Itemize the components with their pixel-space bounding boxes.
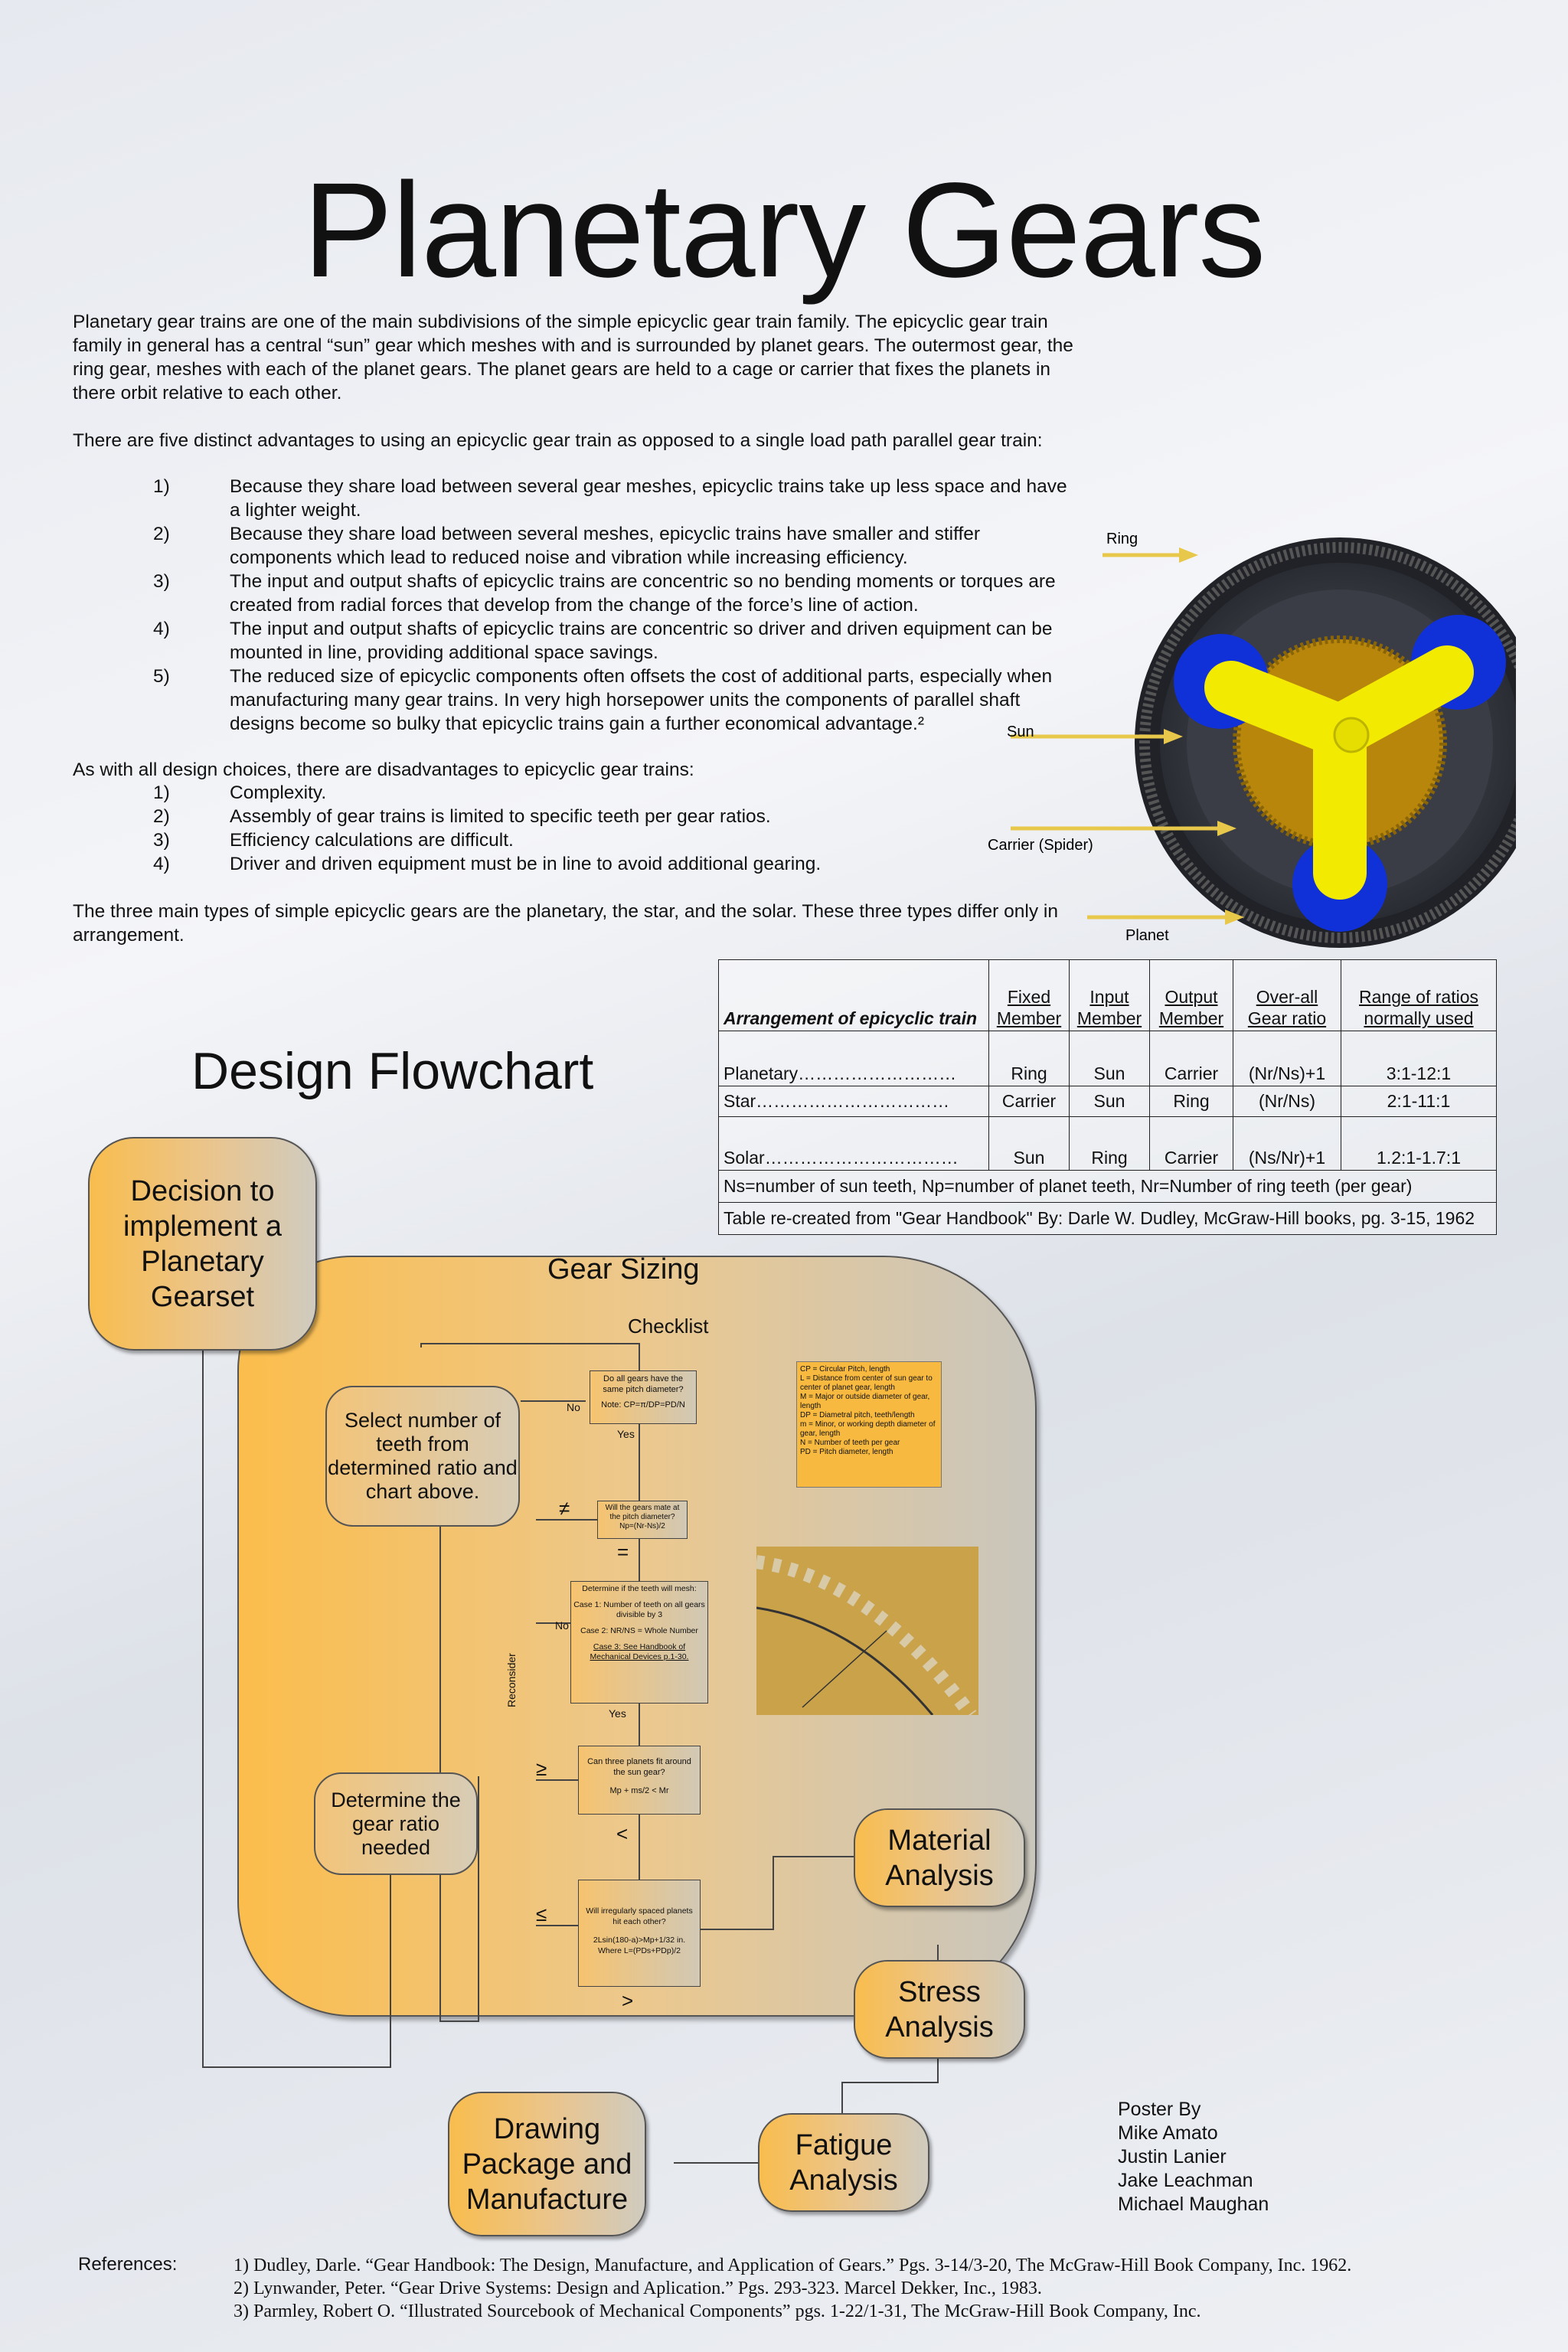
check-pitch-diameter-box [590,1370,697,1424]
table-header: Over-all Gear ratio [1233,960,1341,1031]
list-number: 4) [153,854,170,874]
leq-label: ≤ [536,1903,547,1926]
determine-ratio-node: Determine the gear ratio needed [314,1772,478,1875]
yes-label: Yes [617,1428,635,1440]
table-cell: (Nr/Ns)+1 [1233,1031,1341,1086]
list-text: The input and output shafts of epicyclic trains are concentric so driver and driven equipment can be mounted in line, providing additional space savings. [230,619,1053,663]
check-irregular-spacing-box [578,1880,701,1987]
table-header: Output Member [1150,960,1233,1031]
carrier-label: Carrier (Spider) [988,837,1093,854]
reference-item: 1) Dudley, Darle. “Gear Handbook: The Design, Manufacture, and Application of Gears.” Pgs. 3-14/3-20, The McGraw-Hill Book Company, Inc. 1962. [234,2256,1352,2275]
list-text: Because they share load between several meshes, epicyclic trains have smaller and stiffer components which lead to reduced noise and vibration while increasing efficiency. [230,524,981,568]
references-label: References: [78,2254,178,2275]
table-cell: Sun [1070,1031,1150,1086]
table-cell: Sun [989,1117,1070,1171]
check-case: Case 3: See Handbook of Mechanical Devices p.1-30. [590,1642,689,1661]
table-header: Arrangement of epicyclic train [719,960,989,1031]
check-case: Case 1: Number of teeth on all gears divisible by 3 [573,1600,705,1619]
types-paragraph: The three main types of simple epicyclic gears are the planetary, the star, and the solar. These three types differ only in arrangement. [73,901,1058,946]
select-teeth-node: Select number of teeth from determined ratio and chart above. [325,1386,520,1527]
drawing-package-node: Drawing Package and Manufacture [448,2092,646,2236]
table-cell: Solar…………………………… [719,1117,989,1171]
no-label: No [567,1401,580,1413]
geq-label: ≥ [536,1757,547,1780]
lt-label: < [616,1822,629,1845]
table-cell: Ring [1070,1117,1150,1171]
table-cell: Star…………………………… [719,1086,989,1117]
check-case: Case 2: NR/NS = Whole Number [580,1626,698,1635]
intro-paragraph: Planetary gear trains are one of the main subdivisions of the simple epicyclic gear train family. The epicyclic gear train family in general has a central “sun” gear which meshes with and is surrounded by planet gears. The outermost gear, the ring gear, meshes with each of the planet gears. The planet gears are held to a cage or carrier that fixes the planets in there orbit relative to each other. [73,312,1073,403]
table-header: Range of ratios normally used [1341,960,1497,1031]
list-text: Driver and driven equipment must be in line to avoid additional gearing. [230,854,822,874]
author-name: Mike Amato [1118,2122,1218,2144]
author-name: Justin Lanier [1118,2146,1227,2167]
variable-legend-note: CP = Circular Pitch, length L = Distance from center of sun gear to center of planet gear, length M = Major or outside diameter of gear, length DP = Diametral pitch, teeth/length m = Minor, or working depth diameter of gear, length N = Number of teeth per gear PD = Pitch diameter, length [796,1361,942,1488]
table-source: Table re-created from "Gear Handbook" By: Darle W. Dudley, McGraw-Hill books, pg. 3-15, 1962 [719,1203,1497,1235]
table-cell: 2:1-11:1 [1341,1086,1497,1117]
reference-item: 3) Parmley, Robert O. “Illustrated Sourcebook of Mechanical Components” pgs. 1-22/1-31, The McGraw-Hill Book Company, Inc. [234,2301,1201,2321]
ring-label: Ring [1106,531,1138,547]
check-question: Determine if the teeth will mesh: [582,1584,697,1593]
author-name: Jake Leachman [1118,2170,1253,2191]
table-cell: (Ns/Nr)+1 [1233,1117,1341,1171]
list-text: Because they share load between several gear meshes, epicyclic trains take up less space and have a lighter weight. [230,476,1067,521]
sun-label: Sun [1007,724,1034,740]
table-cell: 3:1-12:1 [1341,1031,1497,1086]
list-text: Assembly of gear trains is limited to specific teeth per gear ratios. [230,806,771,827]
gt-label: > [622,1989,634,2012]
disadvantages-intro: As with all design choices, there are disadvantages to epicyclic gear trains: [73,760,694,780]
list-text: The input and output shafts of epicyclic trains are concentric so no bending moments or torques are created from radial forces that develop from the change of the force’s line of action. [230,571,1056,616]
check-three-planets-box [578,1746,701,1815]
fatigue-analysis-node: Fatigue Analysis [758,2113,929,2212]
yes-label: Yes [609,1707,626,1720]
table-cell: Carrier [1150,1031,1233,1086]
list-number: 2) [153,524,170,544]
list-number: 5) [153,666,170,687]
table-cell: Carrier [1150,1117,1233,1171]
planet-label: Planet [1125,927,1169,944]
neq-label: ≠ [559,1497,570,1520]
check-question: Will irregularly spaced planets hit each other? [586,1906,693,1926]
stress-analysis-node: Stress Analysis [854,1960,1025,2059]
table-cell: (Nr/Ns) [1233,1086,1341,1117]
table-cell: 1.2:1-1.7:1 [1341,1117,1497,1171]
check-question: Will the gears mate at the pitch diameter? [605,1504,680,1521]
list-number: 2) [153,806,170,827]
list-text: Efficiency calculations are difficult. [230,830,514,851]
table-cell: Sun [1070,1086,1150,1117]
list-number: 4) [153,619,170,639]
check-question: Do all gears have the same pitch diameter? [603,1374,684,1394]
reconsider-label: Reconsider [505,1653,518,1707]
no-label: No [555,1619,569,1632]
advantages-intro: There are five distinct advantages to using an epicyclic gear train as opposed to a single load path parallel gear train: [73,430,1043,451]
check-equation: Mp + ms/2 < Mr [609,1786,669,1795]
check-equation: 2Lsin(180-a)>Mp+1/32 in. Where L=(PDs+PDp)/2 [593,1936,686,1955]
list-number: 1) [153,782,170,803]
eq-label: = [617,1540,629,1563]
page-title: Planetary Gears [302,155,1266,305]
poster-credits [1118,2098,1269,2216]
reference-item: 2) Lynwander, Peter. “Gear Drive Systems: Design and Aplication.” Pgs. 293-323. Marcel Dekker, Inc., 1983. [234,2278,1042,2298]
list-text: Complexity. [230,782,327,803]
list-number: 3) [153,830,170,851]
check-mesh-box [570,1581,708,1704]
check-note: Note: CP=π/DP=PD/N [601,1400,685,1410]
gear-sizing-label: Gear Sizing [547,1253,700,1285]
table-cell: Ring [1150,1086,1233,1117]
table-header: Input Member [1070,960,1150,1031]
list-text: The reduced size of epicyclic components often offsets the cost of additional parts, especially when manufacturing many gear trains. In very high horsepower units the components of parallel shaft designs become so bulky that epicyclic trains gain a further economical advantage.² [230,666,1053,734]
list-number: 1) [153,476,170,497]
flowchart-title: Design Flowchart [191,1042,594,1100]
material-analysis-node: Material Analysis [854,1808,1025,1907]
table-cell: Carrier [989,1086,1070,1117]
table-note: Ns=number of sun teeth, Np=number of planet teeth, Nr=Number of ring teeth (per gear) [719,1171,1497,1203]
check-equation: Np=(Nr-Ns)/2 [619,1522,665,1530]
references-list [234,2254,1351,2323]
checklist-label: Checklist [628,1315,709,1338]
table-cell: Ring [989,1031,1070,1086]
table-header: Fixed Member [989,960,1070,1031]
check-mate-box [597,1501,688,1539]
table-cell: Planetary……………………… [719,1031,989,1086]
decision-node: Decision to implement a Planetary Gearset [88,1137,317,1351]
poster-by-label: Poster By [1118,2099,1201,2120]
list-number: 3) [153,571,170,592]
check-question: Can three planets fit around the sun gear? [587,1757,691,1777]
author-name: Michael Maughan [1118,2194,1269,2215]
gear-tooth-detail-image [756,1547,978,1715]
